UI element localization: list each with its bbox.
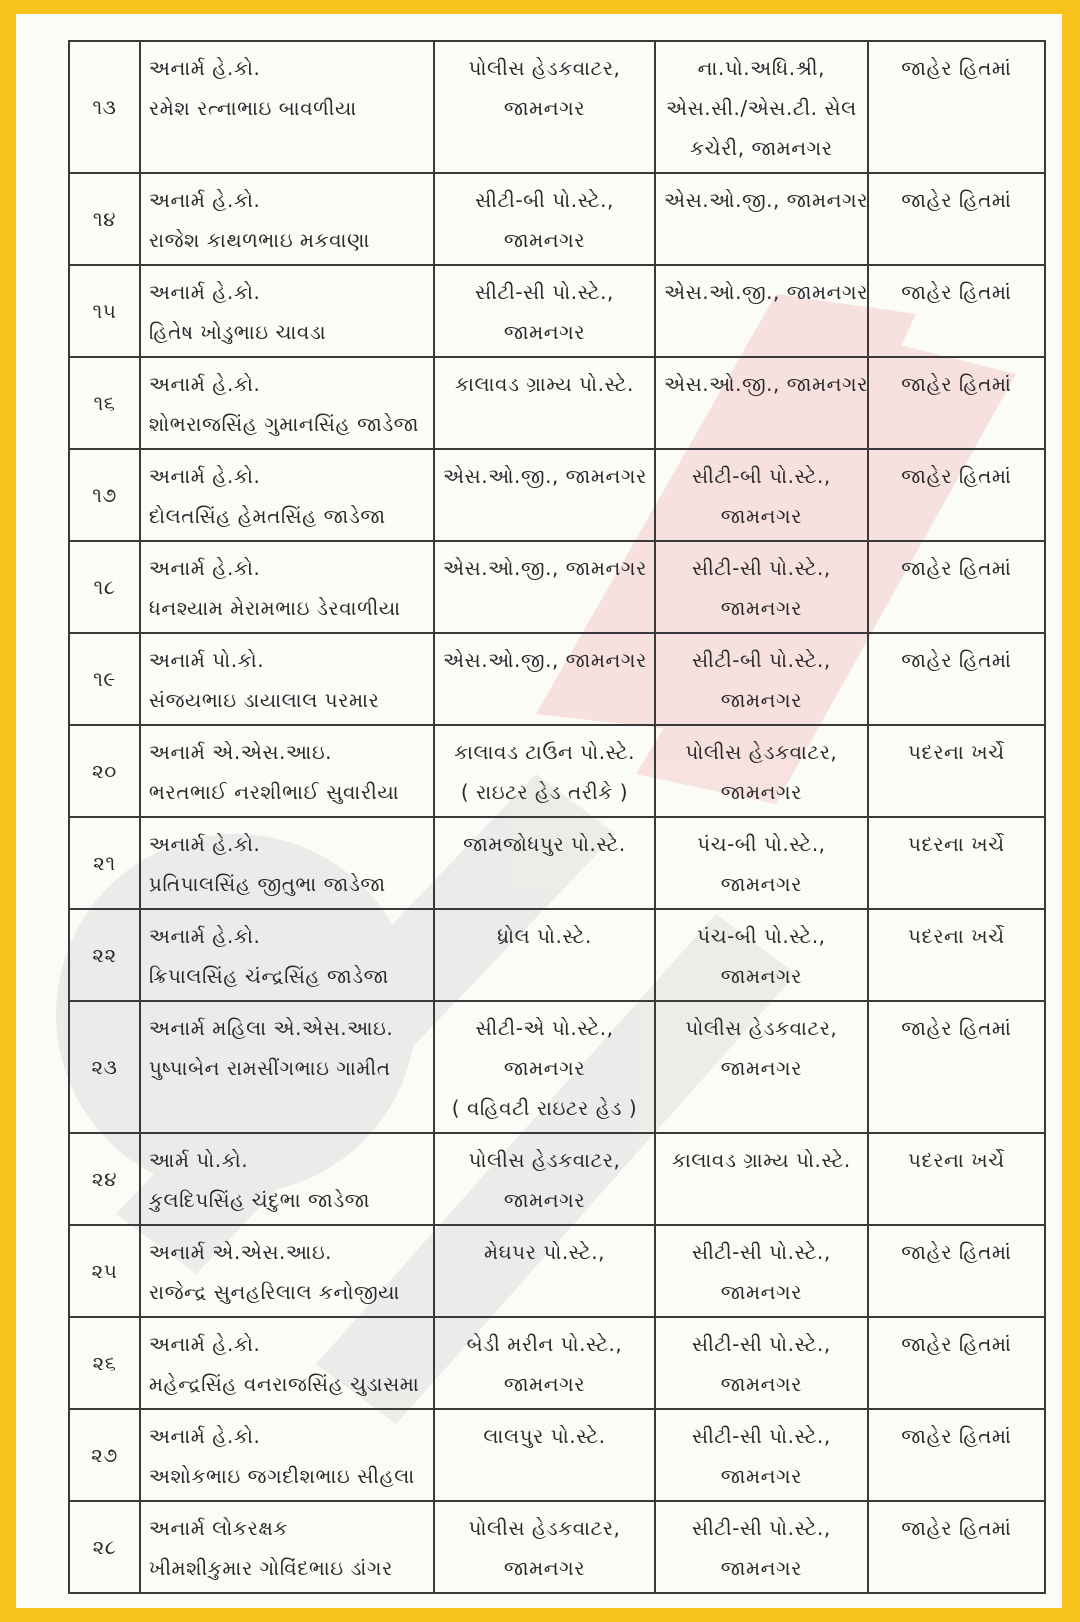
employee-cell bbox=[140, 1501, 434, 1593]
new-posting-line: સીટી-સી પો.સ્ટે., bbox=[691, 1516, 831, 1540]
employee-name: અશોકભાઇ જગદીશભાઇ સીહલા bbox=[148, 1464, 415, 1488]
remark-text: પદરના ખર્ચે bbox=[908, 924, 1005, 948]
employee-rank: અનાર્મ લોકરક્ષક bbox=[148, 1516, 288, 1540]
new-posting-cell bbox=[655, 1501, 868, 1593]
current-posting-cell bbox=[434, 633, 655, 725]
employee-cell bbox=[140, 265, 434, 357]
remark-text: જાહેર હિતમાં bbox=[901, 1424, 1012, 1448]
employee-cell bbox=[140, 817, 434, 909]
remark-cell bbox=[868, 357, 1045, 449]
employee-name: રમેશ રત્નાભાઇ બાવળીયા bbox=[148, 96, 357, 120]
new-posting-cell bbox=[655, 1133, 868, 1225]
employee-cell bbox=[140, 633, 434, 725]
current-posting-line: જામનગર bbox=[503, 228, 586, 252]
table-row bbox=[69, 357, 1045, 449]
current-posting-line: પોલીસ હેડકવાટર, bbox=[468, 56, 621, 80]
employee-cell bbox=[140, 1317, 434, 1409]
remark-cell bbox=[868, 1001, 1045, 1133]
new-posting-cell bbox=[655, 357, 868, 449]
employee-name: પ્રતિપાલસિંહ જીતુભા જાડેજા bbox=[148, 872, 386, 896]
serial-number: ૨૨ bbox=[69, 909, 140, 1001]
remark-text: જાહેર હિતમાં bbox=[901, 280, 1012, 304]
new-posting-cell bbox=[655, 817, 868, 909]
table-row bbox=[69, 633, 1045, 725]
serial-number: ૨૪ bbox=[69, 1133, 140, 1225]
current-posting-cell bbox=[434, 1409, 655, 1501]
new-posting-line: પોલીસ હેડકવાટર, bbox=[685, 740, 838, 764]
employee-rank: અનાર્મ હે.કો. bbox=[148, 832, 261, 856]
employee-name: ભરતભાઈ નરશીભાઈ સુવારીયા bbox=[148, 780, 400, 804]
remark-cell bbox=[868, 541, 1045, 633]
serial-number: ૧૩ bbox=[69, 41, 140, 173]
current-posting-line: સીટી-સી પો.સ્ટે., bbox=[475, 280, 614, 304]
current-posting-cell bbox=[434, 265, 655, 357]
new-posting-line: કાલાવડ ગ્રામ્ય પો.સ્ટે. bbox=[671, 1148, 851, 1172]
new-posting-line: પોલીસ હેડકવાટર, bbox=[685, 1016, 838, 1040]
new-posting-cell bbox=[655, 1317, 868, 1409]
remark-text: જાહેર હિતમાં bbox=[901, 1016, 1012, 1040]
new-posting-cell bbox=[655, 41, 868, 173]
remark-cell bbox=[868, 265, 1045, 357]
current-posting-line: જામનગર bbox=[503, 1556, 586, 1580]
remark-cell bbox=[868, 909, 1045, 1001]
remark-cell bbox=[868, 1501, 1045, 1593]
current-posting-line: પોલીસ હેડકવાટર, bbox=[468, 1516, 621, 1540]
new-posting-line: જામનગર bbox=[720, 872, 802, 896]
employee-cell bbox=[140, 173, 434, 265]
serial-number: ૧૪ bbox=[69, 173, 140, 265]
new-posting-cell bbox=[655, 1409, 868, 1501]
new-posting-cell bbox=[655, 449, 868, 541]
employee-rank: અનાર્મ પો.કો. bbox=[148, 648, 265, 672]
table-row bbox=[69, 265, 1045, 357]
table-row bbox=[69, 1501, 1045, 1593]
employee-cell bbox=[140, 1409, 434, 1501]
current-posting-cell bbox=[434, 41, 655, 173]
new-posting-line: એસ.ઓ.જી., જામનગર bbox=[663, 372, 868, 396]
new-posting-cell bbox=[655, 725, 868, 817]
employee-cell bbox=[140, 725, 434, 817]
employee-cell bbox=[140, 1001, 434, 1133]
remark-text: જાહેર હિતમાં bbox=[901, 464, 1012, 488]
new-posting-line: જામનગર bbox=[720, 1280, 802, 1304]
current-posting-cell bbox=[434, 173, 655, 265]
new-posting-line: એસ.સી./એસ.ટી. સેલ bbox=[665, 96, 857, 120]
current-posting-line: જામનગર bbox=[503, 96, 586, 120]
remark-cell bbox=[868, 633, 1045, 725]
employee-rank: અનાર્મ મહિલા એ.એસ.આઇ. bbox=[148, 1016, 394, 1040]
employee-name: હિતેષ ખોડુભાઇ ચાવડા bbox=[148, 320, 327, 344]
current-posting-line: ( વહિવટી રાઇટર હેડ ) bbox=[451, 1096, 638, 1120]
serial-number: ૨૧ bbox=[69, 817, 140, 909]
remark-text: જાહેર હિતમાં bbox=[901, 188, 1012, 212]
serial-number: ૧૮ bbox=[69, 541, 140, 633]
new-posting-line: જામનગર bbox=[720, 780, 802, 804]
new-posting-cell bbox=[655, 1225, 868, 1317]
current-posting-line: એસ.ઓ.જી., જામનગર bbox=[442, 648, 647, 672]
employee-name: રાજેન્દ્ર સુનહરિલાલ કનોજીયા bbox=[148, 1280, 400, 1304]
employee-rank: અનાર્મ હે.કો. bbox=[148, 1332, 261, 1356]
new-posting-line: સીટી-સી પો.સ્ટે., bbox=[691, 1424, 831, 1448]
employee-name: રાજેશ કાથળભાઇ મકવાણા bbox=[148, 228, 370, 252]
serial-number: ૨૫ bbox=[69, 1225, 140, 1317]
table-row bbox=[69, 173, 1045, 265]
new-posting-line: જામનગર bbox=[720, 1056, 802, 1080]
new-posting-line: ના.પો.અધિ.શ્રી, bbox=[697, 56, 826, 80]
remark-text: જાહેર હિતમાં bbox=[901, 648, 1012, 672]
new-posting-line: જામનગર bbox=[720, 1556, 802, 1580]
current-posting-cell bbox=[434, 1133, 655, 1225]
table-row bbox=[69, 817, 1045, 909]
current-posting-cell bbox=[434, 1001, 655, 1133]
table-row bbox=[69, 1317, 1045, 1409]
employee-rank: અનાર્મ એ.એસ.આઇ. bbox=[148, 740, 333, 764]
table-row bbox=[69, 1133, 1045, 1225]
remark-text: જાહેર હિતમાં bbox=[901, 56, 1012, 80]
table-body bbox=[69, 41, 1045, 1593]
current-posting-cell bbox=[434, 817, 655, 909]
serial-number: ૧૬ bbox=[69, 357, 140, 449]
serial-number: ૧૫ bbox=[69, 265, 140, 357]
employee-name: ક્રિપાલસિંહ ચંન્દ્રસિંહ જાડેજા bbox=[148, 964, 389, 988]
new-posting-line: સીટી-બી પો.સ્ટે., bbox=[691, 648, 831, 672]
current-posting-line: જામનગર bbox=[503, 320, 586, 344]
employee-cell bbox=[140, 1225, 434, 1317]
table-row bbox=[69, 1225, 1045, 1317]
employee-rank: અનાર્મ હે.કો. bbox=[148, 56, 261, 80]
employee-name: ખીમશીકુમાર ગોવિંદભાઇ ડાંગર bbox=[148, 1556, 393, 1580]
employee-rank: અનાર્મ હે.કો. bbox=[148, 1424, 261, 1448]
serial-number: ૧૭ bbox=[69, 449, 140, 541]
new-posting-cell bbox=[655, 1001, 868, 1133]
employee-name: સંજયભાઇ ડાયાલાલ પરમાર bbox=[148, 688, 380, 712]
remark-text: જાહેર હિતમાં bbox=[901, 372, 1012, 396]
current-posting-line: એસ.ઓ.જી., જામનગર bbox=[442, 556, 647, 580]
serial-number: ૨૭ bbox=[69, 1409, 140, 1501]
employee-name: દોલતસિંહ હેમતસિંહ જાડેજા bbox=[148, 504, 386, 528]
current-posting-line: કાલાવડ ગ્રામ્ય પો.સ્ટે. bbox=[455, 372, 634, 396]
new-posting-line: કચેરી, જામનગર bbox=[690, 136, 833, 160]
remark-text: જાહેર હિતમાં bbox=[901, 1240, 1012, 1264]
remark-cell bbox=[868, 1225, 1045, 1317]
new-posting-line: પંચ-બી પો.સ્ટે., bbox=[697, 832, 826, 856]
new-posting-line: એસ.ઓ.જી., જામનગર bbox=[663, 280, 868, 304]
remark-text: પદરના ખર્ચે bbox=[908, 740, 1005, 764]
current-posting-cell bbox=[434, 725, 655, 817]
document-sheet bbox=[16, 14, 1062, 1608]
current-posting-cell bbox=[434, 1317, 655, 1409]
new-posting-line: જામનગર bbox=[720, 504, 802, 528]
remark-text: પદરના ખર્ચે bbox=[908, 1148, 1005, 1172]
current-posting-line: લાલપુર પો.સ્ટે. bbox=[483, 1424, 606, 1448]
new-posting-line: સીટી-બી પો.સ્ટે., bbox=[691, 464, 831, 488]
new-posting-cell bbox=[655, 633, 868, 725]
new-posting-cell bbox=[655, 909, 868, 1001]
employee-rank: અનાર્મ હે.કો. bbox=[148, 924, 261, 948]
remark-text: પદરના ખર્ચે bbox=[908, 832, 1005, 856]
employee-rank: અનાર્મ હે.કો. bbox=[148, 372, 261, 396]
employee-rank: આર્મ પો.કો. bbox=[148, 1148, 249, 1172]
current-posting-line: ( રાઇટર હેડ તરીકે ) bbox=[460, 780, 629, 804]
new-posting-line: સીટી-સી પો.સ્ટે., bbox=[691, 1240, 831, 1264]
remark-cell bbox=[868, 1133, 1045, 1225]
serial-number: ૨૬ bbox=[69, 1317, 140, 1409]
employee-name: શોભરાજસિંહ ગુમાનસિંહ જાડેજા bbox=[148, 412, 420, 436]
remark-cell bbox=[868, 725, 1045, 817]
employee-name: ધનશ્યામ મેરામભાઇ ડેરવાળીયા bbox=[148, 596, 401, 620]
remark-text: જાહેર હિતમાં bbox=[901, 556, 1012, 580]
employee-rank: અનાર્મ હે.કો. bbox=[148, 280, 261, 304]
current-posting-line: બેડી મરીન પો.સ્ટે., bbox=[466, 1332, 623, 1356]
employee-name: પુષ્પાબેન રામસીંગભાઇ ગામીત bbox=[148, 1056, 391, 1080]
employee-cell bbox=[140, 357, 434, 449]
employee-cell bbox=[140, 1133, 434, 1225]
current-posting-cell bbox=[434, 357, 655, 449]
remark-cell bbox=[868, 1317, 1045, 1409]
employee-rank: અનાર્મ હે.કો. bbox=[148, 556, 261, 580]
current-posting-line: સીટી-બી પો.સ્ટે., bbox=[475, 188, 614, 212]
current-posting-line: જામજોધપુર પો.સ્ટે. bbox=[463, 832, 626, 856]
current-posting-line: એસ.ઓ.જી., જામનગર bbox=[442, 464, 647, 488]
new-posting-line: જામનગર bbox=[720, 964, 802, 988]
employee-name: કુલદિપસિંહ ચંદુભા જાડેજા bbox=[148, 1188, 370, 1212]
current-posting-line: ધ્રોલ પો.સ્ટે. bbox=[497, 924, 592, 948]
new-posting-cell bbox=[655, 173, 868, 265]
employee-cell bbox=[140, 541, 434, 633]
new-posting-cell bbox=[655, 541, 868, 633]
remark-text: જાહેર હિતમાં bbox=[901, 1516, 1012, 1540]
table-row bbox=[69, 725, 1045, 817]
new-posting-line: સીટી-સી પો.સ્ટે., bbox=[691, 556, 831, 580]
current-posting-cell bbox=[434, 909, 655, 1001]
remark-cell bbox=[868, 817, 1045, 909]
employee-rank: અનાર્મ હે.કો. bbox=[148, 464, 261, 488]
table-row bbox=[69, 1001, 1045, 1133]
new-posting-line: જામનગર bbox=[720, 1372, 802, 1396]
employee-name: મહેન્દ્રસિંહ વનરાજસિંહ ચુડાસમા bbox=[148, 1372, 420, 1396]
new-posting-cell bbox=[655, 265, 868, 357]
table-row bbox=[69, 541, 1045, 633]
current-posting-line: કાલાવડ ટાઉન પો.સ્ટે. bbox=[453, 740, 635, 764]
new-posting-line: જામનગર bbox=[720, 1464, 802, 1488]
current-posting-line: પોલીસ હેડકવાટર, bbox=[468, 1148, 621, 1172]
employee-cell bbox=[140, 449, 434, 541]
current-posting-line: મેઘપર પો.સ્ટે., bbox=[483, 1240, 605, 1264]
serial-number: ૨૩ bbox=[69, 1001, 140, 1133]
table-row bbox=[69, 449, 1045, 541]
remark-cell bbox=[868, 173, 1045, 265]
remark-text: જાહેર હિતમાં bbox=[901, 1332, 1012, 1356]
current-posting-cell bbox=[434, 1501, 655, 1593]
serial-number: ૧૯ bbox=[69, 633, 140, 725]
employee-rank: અનાર્મ એ.એસ.આઇ. bbox=[148, 1240, 333, 1264]
current-posting-line: જામનગર bbox=[503, 1056, 586, 1080]
table-row bbox=[69, 41, 1045, 173]
current-posting-cell bbox=[434, 541, 655, 633]
employee-cell bbox=[140, 909, 434, 1001]
remark-cell bbox=[868, 449, 1045, 541]
current-posting-line: સીટી-એ પો.સ્ટે., bbox=[475, 1016, 614, 1040]
serial-number: ૨૮ bbox=[69, 1501, 140, 1593]
current-posting-cell bbox=[434, 1225, 655, 1317]
table-row bbox=[69, 1409, 1045, 1501]
serial-number: ૨૦ bbox=[69, 725, 140, 817]
current-posting-cell bbox=[434, 449, 655, 541]
employee-cell bbox=[140, 41, 434, 173]
current-posting-line: જામનગર bbox=[503, 1372, 586, 1396]
new-posting-line: પંચ-બી પો.સ્ટે., bbox=[697, 924, 826, 948]
new-posting-line: સીટી-સી પો.સ્ટે., bbox=[691, 1332, 831, 1356]
remark-cell bbox=[868, 41, 1045, 173]
new-posting-line: જામનગર bbox=[720, 596, 802, 620]
employee-rank: અનાર્મ હે.કો. bbox=[148, 188, 261, 212]
transfer-table bbox=[68, 40, 1046, 1594]
new-posting-line: એસ.ઓ.જી., જામનગર bbox=[663, 188, 868, 212]
table-row bbox=[69, 909, 1045, 1001]
new-posting-line: જામનગર bbox=[720, 688, 802, 712]
remark-cell bbox=[868, 1409, 1045, 1501]
current-posting-line: જામનગર bbox=[503, 1188, 586, 1212]
